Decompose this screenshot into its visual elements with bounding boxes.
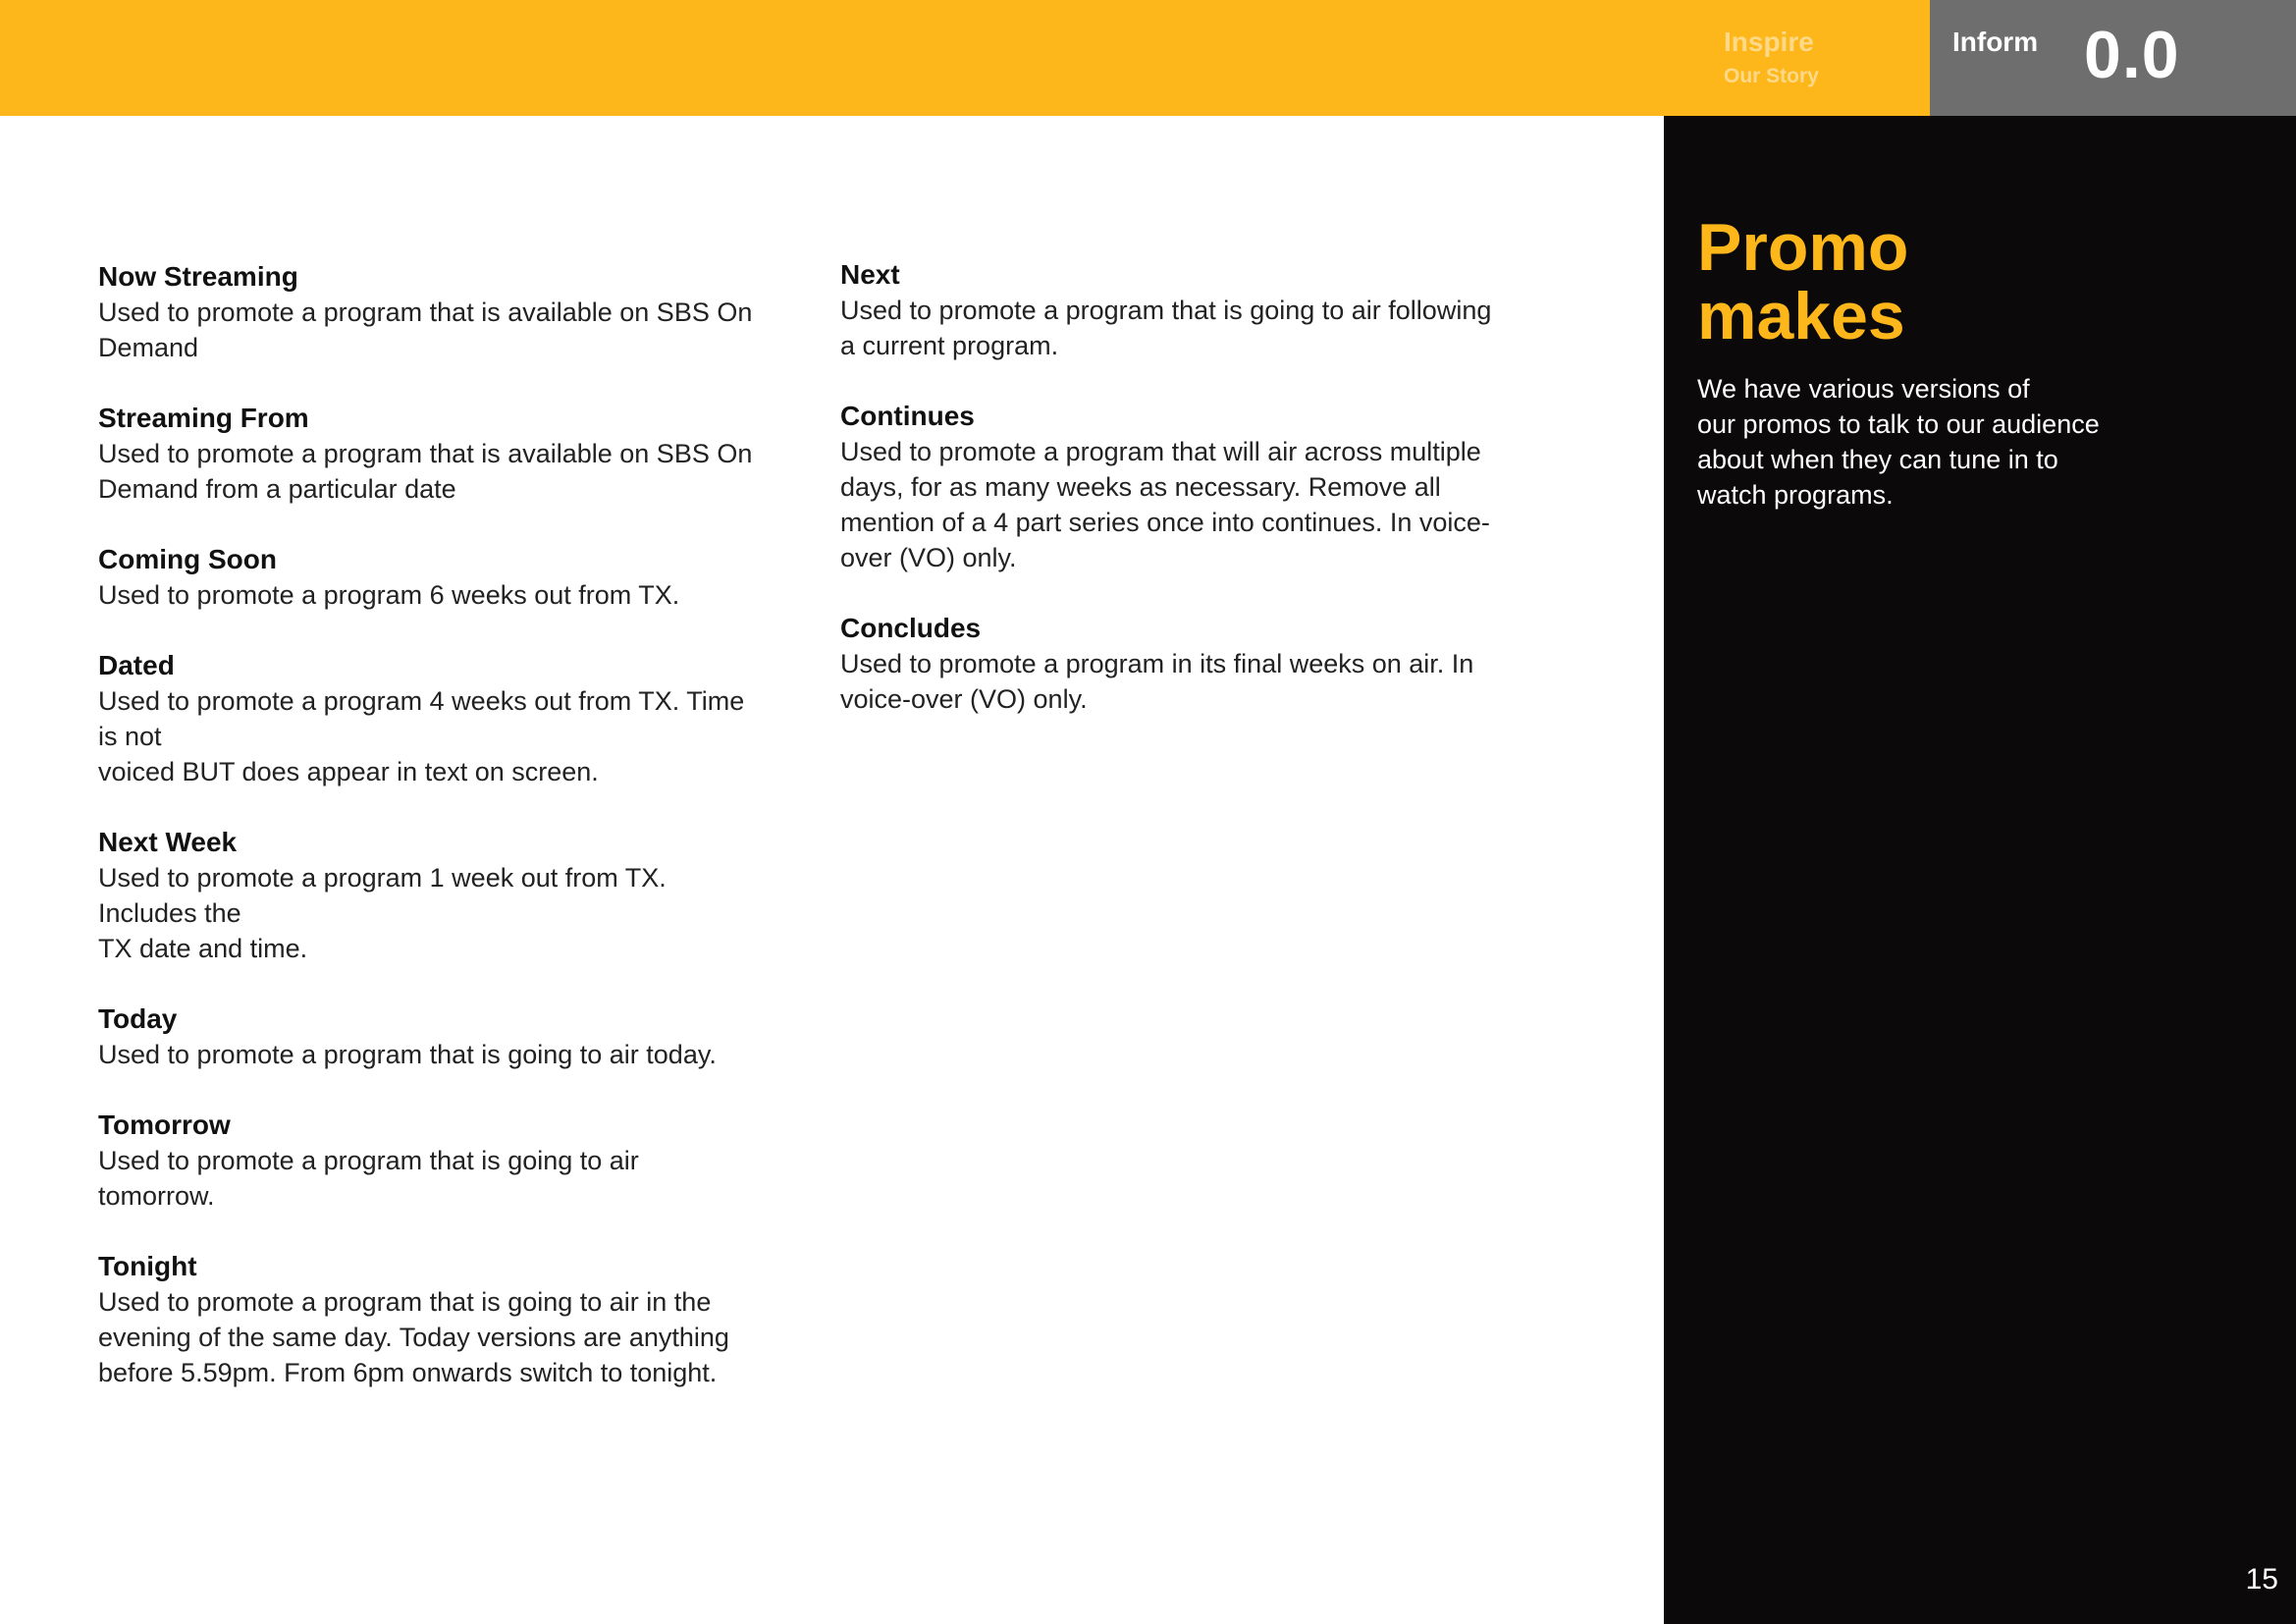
entry-dated	[98, 648, 766, 789]
entry-text: Used to promote a program 4 weeks out from TX. Time	[98, 686, 745, 716]
nav-inspire[interactable]	[1724, 26, 1819, 91]
header-bar	[0, 0, 1930, 116]
entry-title: Streaming From	[98, 403, 309, 433]
sidebar-title-line: Promo	[1697, 210, 1909, 285]
entry-text: Used to promote a program that is going to air	[98, 1146, 639, 1175]
nav-inspire-sublabel: Our Story	[1724, 65, 1819, 87]
sidebar-body-line: We have various versions of	[1697, 374, 2030, 404]
entry-text: Used to promote a program in its final weeks on air. In	[840, 649, 1474, 678]
entry-title: Continues	[840, 401, 975, 431]
entry-text: Used to promote a program that is going to air today.	[98, 1040, 717, 1069]
entry-text: Used to promote a program that is available on SBS On	[98, 298, 753, 327]
entry-text: over (VO) only.	[840, 543, 1017, 572]
sidebar-body-line: our promos to talk to our audience	[1697, 409, 2100, 439]
sidebar-body-line: watch programs.	[1697, 480, 1894, 510]
entry-now-streaming	[98, 259, 766, 365]
entry-text: before 5.59pm. From 6pm onwards switch to tonight.	[98, 1358, 718, 1387]
entry-tonight	[98, 1249, 766, 1390]
nav-inform-label: Inform	[1952, 27, 2039, 57]
sidebar-body-line: about when they can tune in to	[1697, 445, 2058, 474]
sidebar-title-line: makes	[1697, 279, 1905, 353]
nav-inspire-label: Inspire	[1724, 27, 1814, 57]
sidebar-title	[1697, 210, 1909, 353]
entry-text: voiced BUT does appear in text on screen.	[98, 757, 599, 786]
entry-title: Concludes	[840, 613, 982, 643]
entry-title: Today	[98, 1003, 178, 1034]
left-column	[98, 259, 766, 1426]
section-number: 0.0	[2084, 18, 2180, 92]
entry-title: Now Streaming	[98, 261, 298, 292]
sidebar-panel	[1664, 116, 2296, 1624]
entry-title: Next	[840, 259, 900, 290]
entry-title: Dated	[98, 650, 175, 680]
entry-streaming-from	[98, 401, 766, 507]
entry-coming-soon	[98, 542, 766, 613]
entry-text: Demand from a particular date	[98, 474, 456, 504]
entry-next	[840, 257, 1508, 363]
entry-text: Used to promote a program 6 weeks out from TX.	[98, 580, 680, 610]
entry-today	[98, 1001, 766, 1072]
entry-title: Tomorrow	[98, 1110, 231, 1140]
entry-text: days, for as many weeks as necessary. Remove all	[840, 472, 1441, 502]
entry-text: Used to promote a program that is going to air in the	[98, 1287, 712, 1317]
entry-text: Includes the	[98, 898, 241, 928]
entry-next-week	[98, 825, 766, 966]
entry-text: Used to promote a program that is available on SBS On	[98, 439, 753, 468]
entry-tomorrow	[98, 1108, 766, 1214]
entry-text: Used to promote a program that is going to air following	[840, 296, 1492, 325]
entry-title: Next Week	[98, 827, 238, 857]
entry-text: tomorrow.	[98, 1181, 215, 1211]
entry-continues	[840, 399, 1508, 575]
entry-text: Used to promote a program that will air across multiple	[840, 437, 1481, 466]
entry-title: Tonight	[98, 1251, 197, 1281]
page-number: 15	[2245, 1563, 2278, 1596]
entry-text: voice-over (VO) only.	[840, 684, 1088, 714]
entry-title: Coming Soon	[98, 544, 277, 574]
entry-text: Demand	[98, 333, 199, 362]
entry-text: mention of a 4 part series once into continues. In voice-	[840, 508, 1490, 537]
sidebar-description	[1697, 371, 2159, 513]
entry-concludes	[840, 611, 1508, 717]
nav-inform[interactable]	[1930, 0, 2296, 116]
right-column	[840, 257, 1508, 752]
entry-text: TX date and time.	[98, 934, 308, 963]
entry-text: a current program.	[840, 331, 1059, 360]
entry-text: Used to promote a program 1 week out from TX.	[98, 863, 667, 893]
entry-text: evening of the same day. Today versions are anything	[98, 1323, 729, 1352]
entry-text: is not	[98, 722, 162, 751]
